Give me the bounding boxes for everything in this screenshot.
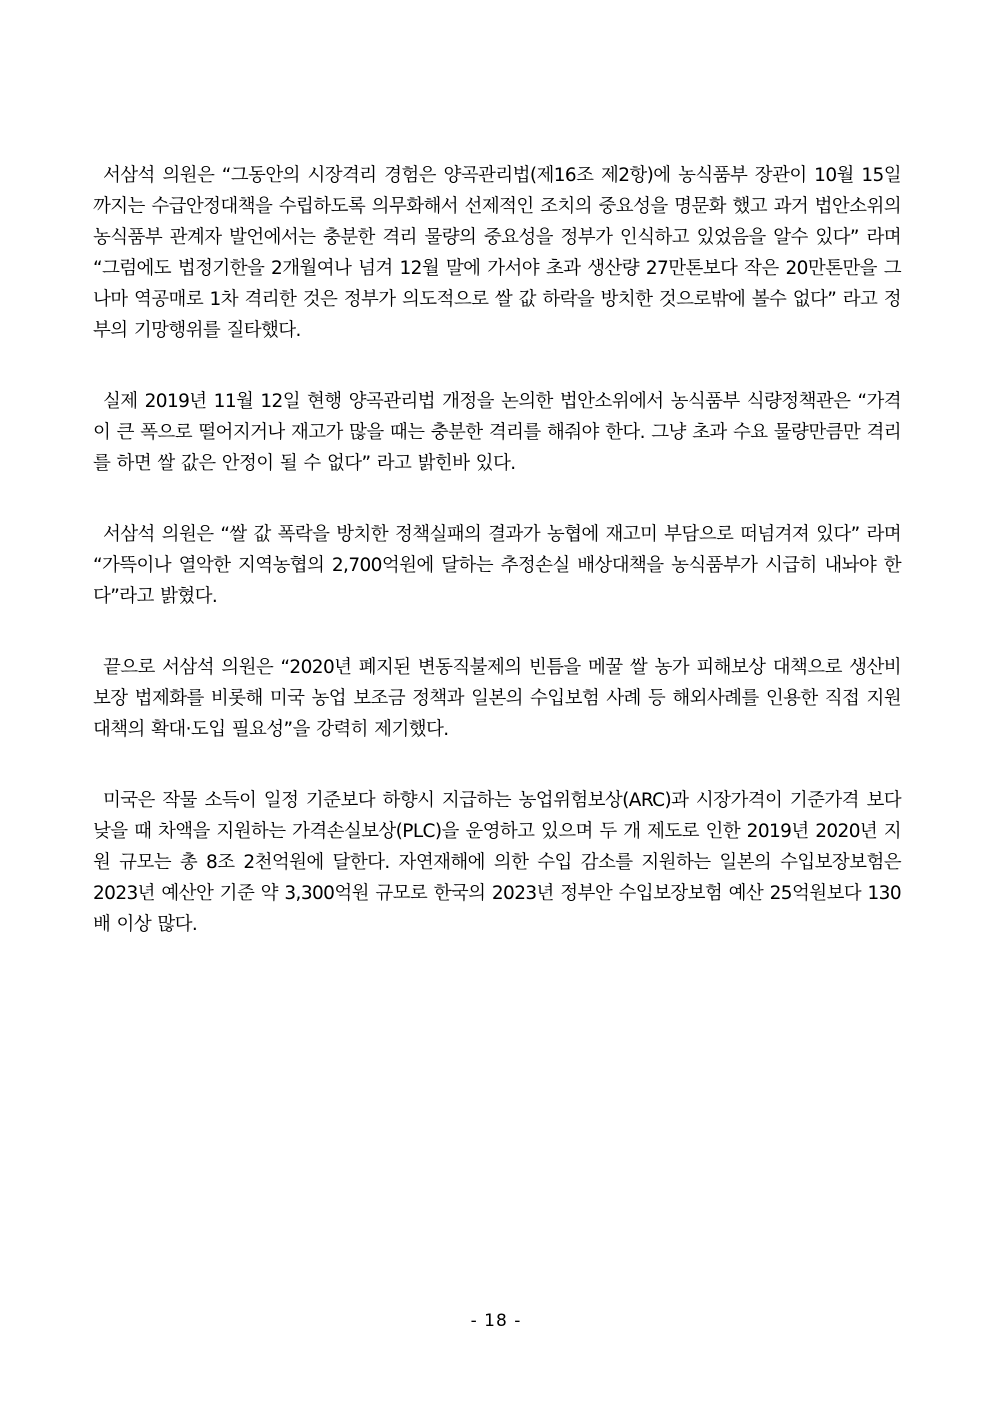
paragraph-3: 서삼석 의원은 “쌀 값 폭락을 방치한 정책실패의 결과가 농협에 재고미 부담으로 떠넘겨져 있다” 라며 “가뜩이나 열악한 지역농협의 2,700억원에 달하는 추정손실 배상대책을 농식품부가 시급히 내놔야 한다”라고 밝혔다. — [93, 524, 901, 607]
paragraph-4: 끝으로 서삼석 의원은 “2020년 폐지된 변동직불제의 빈틈을 메꿀 쌀 농가 피해보상 대책으로 생산비 보장 법제화를 비롯해 미국 농업 보조금 정책과 일본의 수입보험 사례 등 해외사례를 인용한 직접 지원대책의 확대·도입 필요성”을 강력히 제기했다. — [93, 657, 901, 740]
page-number: - 18 - — [470, 1311, 522, 1331]
paragraph-2: 실제 2019년 11월 12일 현행 양곡관리법 개정을 논의한 법안소위에서 농식품부 식량정책관은 “가격이 큰 폭으로 떨어지거나 재고가 많을 때는 충분한 격리를 해줘야 한다. 그냥 초과 수요 물량만큼만 격리를 하면 쌀 값은 안정이 될 수 없다” 라고 밝힌바 있다. — [93, 391, 901, 474]
paragraph-5: 미국은 작물 소득이 일정 기준보다 하향시 지급하는 농업위험보상(ARC)과 시장가격이 기준가격 보다 낮을 때 차액을 지원하는 가격손실보상(PLC)을 운영하고 있으며 두 개 제도로 인한 2019년 2020년 지원 규모는 총 8조 2천억원에 달한다. 자연재해에 의한 수입 감소를 지원하는 일본의 수입보장보험은 2023년 예산안 기준 약 3,300억원 규모로 한국의 2023년 정부안 수입보장보험 예산 25억원보다 130배 이상 많다. — [93, 790, 901, 935]
document-body — [93, 160, 901, 980]
paragraph-1: 서삼석 의원은 “그동안의 시장격리 경험은 양곡관리법(제16조 제2항)에 농식품부 장관이 10월 15일까지는 수급안정대책을 수립하도록 의무화해서 선제적인 조치의 중요성을 명문화 했고 과거 법안소위의 농식품부 관계자 발언에서는 충분한 격리 물량의 중요성을 정부가 인식하고 있었음을 알수 있다” 라며 “그럼에도 법정기한을 2개월여나 넘겨 12월 말에 가서야 초과 생산량 27만톤보다 작은 20만톤만을 그나마 역공매로 1차 격리한 것은 정부가 의도적으로 쌀 값 하락을 방치한 것으로밖에 볼수 없다” 라고 정부의 기망행위를 질타했다. — [93, 165, 901, 341]
